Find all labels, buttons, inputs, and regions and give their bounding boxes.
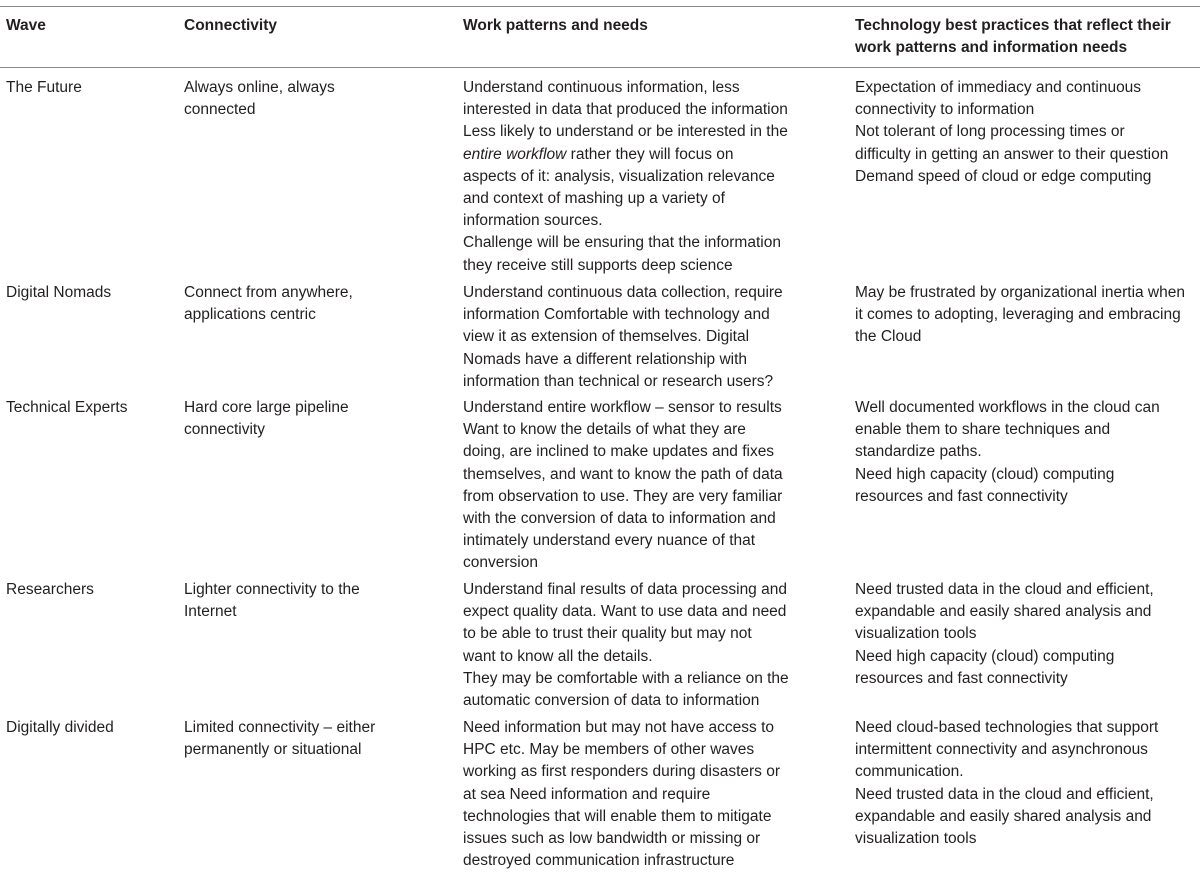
cell-line: Understand entire workflow – sensor to results bbox=[463, 399, 782, 416]
cell-wave: Digital Nomads bbox=[6, 284, 112, 301]
cell-wave: Researchers bbox=[6, 581, 94, 598]
cell-line: connected bbox=[184, 101, 256, 119]
cell-line: communication. bbox=[855, 763, 964, 781]
cell-line: intermittent connectivity and asynchronous bbox=[855, 741, 1148, 759]
cell-line: themselves, and want to know the path of data bbox=[463, 465, 783, 483]
cell-line: Need trusted data in the cloud and efficient, bbox=[855, 581, 1154, 598]
cell-line: Understand final results of data processing and bbox=[463, 581, 787, 598]
table-header-row bbox=[0, 15, 1200, 63]
cell-line: the Cloud bbox=[855, 328, 922, 346]
cell-line: at sea Need information and require bbox=[463, 785, 711, 803]
cell-line: Challenge will be ensuring that the information bbox=[463, 234, 781, 252]
cell-line: connectivity bbox=[184, 421, 265, 439]
cell-line: expect quality data. Want to use data and need bbox=[463, 603, 787, 621]
cell-line: Well documented workflows in the cloud can bbox=[855, 399, 1160, 416]
cell-line: information than technical or research users? bbox=[463, 372, 774, 390]
cell-work bbox=[463, 77, 843, 277]
cell-line: Limited connectivity – either bbox=[184, 719, 376, 736]
header-work-patterns: Work patterns and needs bbox=[463, 17, 648, 34]
cell-line: automatic conversion of data to information bbox=[463, 692, 760, 710]
cell-line: May be frustrated by organizational inertia when bbox=[855, 284, 1185, 301]
cell-line: resources and fast connectivity bbox=[855, 487, 1068, 505]
cell-line: connectivity to information bbox=[855, 101, 1035, 119]
cell-line: Need high capacity (cloud) computing bbox=[855, 465, 1115, 483]
table-top-rule bbox=[0, 6, 1200, 7]
cell-technology bbox=[855, 397, 1200, 508]
cell-line: doing, are inclined to make updates and fixes bbox=[463, 443, 775, 461]
cell-line: Not tolerant of long processing times or bbox=[855, 123, 1125, 141]
cell-text: rather they will focus on bbox=[566, 145, 734, 163]
cell-line: Connect from anywhere, bbox=[184, 284, 353, 301]
cell-wave: The Future bbox=[6, 79, 82, 96]
cell-connectivity bbox=[184, 77, 449, 121]
cell-line: visualization tools bbox=[855, 625, 977, 643]
cell-line: it comes to adopting, leveraging and embracing bbox=[855, 306, 1181, 324]
cell-line: expandable and easily shared analysis and bbox=[855, 603, 1152, 621]
cell-line: Expectation of immediacy and continuous bbox=[855, 79, 1142, 96]
cell-line: HPC etc. May be members of other waves bbox=[463, 741, 755, 759]
cell-work bbox=[463, 579, 843, 712]
cell-work bbox=[463, 397, 843, 575]
cell-line: Less likely to understand or be interested in the bbox=[463, 123, 788, 141]
cell-line: Internet bbox=[184, 603, 237, 621]
cell-line: resources and fast connectivity bbox=[855, 669, 1068, 687]
table-header-rule bbox=[0, 67, 1200, 68]
cell-line: from observation to use. They are very familiar bbox=[463, 487, 783, 505]
cell-line: conversion bbox=[463, 554, 538, 572]
cell-line: to be able to trust their quality but may not bbox=[463, 625, 752, 643]
cell-work bbox=[463, 282, 843, 393]
cell-line: Lighter connectivity to the bbox=[184, 581, 360, 598]
header-technology bbox=[855, 15, 1200, 59]
cell-technology bbox=[855, 717, 1200, 850]
cell-line: information sources. bbox=[463, 212, 603, 230]
cell-line: Nomads have a different relationship with bbox=[463, 350, 748, 368]
cell-line: Demand speed of cloud or edge computing bbox=[855, 167, 1152, 185]
cell-connectivity bbox=[184, 282, 449, 326]
cell-line: issues such as low bandwidth or missing or bbox=[463, 830, 761, 848]
header-technology-line: Technology best practices that reflect their bbox=[855, 17, 1171, 34]
cell-wave: Technical Experts bbox=[6, 399, 128, 416]
cell-work bbox=[463, 717, 843, 872]
cell-line bbox=[463, 144, 843, 166]
cell-line: and context of mashing up a variety of bbox=[463, 190, 725, 208]
header-connectivity: Connectivity bbox=[184, 17, 278, 34]
cell-line: expandable and easily shared analysis and bbox=[855, 807, 1152, 825]
cell-line: want to know all the details. bbox=[463, 647, 653, 665]
cell-connectivity bbox=[184, 717, 449, 761]
header-technology-line: work patterns and information needs bbox=[855, 39, 1128, 56]
cell-line: Hard core large pipeline bbox=[184, 399, 349, 416]
cell-line: Need information but may not have access to bbox=[463, 719, 775, 736]
cell-line: They may be comfortable with a reliance on the bbox=[463, 669, 789, 687]
cell-technology bbox=[855, 579, 1200, 690]
cell-technology bbox=[855, 282, 1200, 349]
cell-line: Need high capacity (cloud) computing bbox=[855, 647, 1115, 665]
cell-line: with the conversion of data to information and bbox=[463, 510, 776, 528]
cell-line: Want to know the details of what they are bbox=[463, 421, 746, 439]
cell-connectivity bbox=[184, 579, 449, 623]
cell-connectivity bbox=[184, 397, 449, 441]
cell-line: Need cloud-based technologies that support bbox=[855, 719, 1159, 736]
cell-line: interested in data that produced the information bbox=[463, 101, 788, 119]
cell-line: Need trusted data in the cloud and efficient, bbox=[855, 785, 1154, 803]
cell-line: enable them to share techniques and bbox=[855, 421, 1111, 439]
cell-line: technologies that will enable them to mitigate bbox=[463, 807, 772, 825]
cell-wave: Digitally divided bbox=[6, 719, 114, 736]
cell-line: information Comfortable with technology and bbox=[463, 306, 770, 324]
cell-line: destroyed communication infrastructure bbox=[463, 852, 735, 870]
cell-line: applications centric bbox=[184, 306, 316, 324]
cell-line: Understand continuous information, less bbox=[463, 79, 740, 96]
cell-technology bbox=[855, 77, 1200, 188]
cell-line: Always online, always bbox=[184, 79, 335, 96]
cell-line: standardize paths. bbox=[855, 443, 982, 461]
cell-line: working as first responders during disasters or bbox=[463, 763, 781, 781]
cell-line: permanently or situational bbox=[184, 741, 362, 759]
cell-line: they receive still supports deep science bbox=[463, 256, 733, 274]
italic-text: entire workflow bbox=[463, 145, 567, 163]
cell-line: visualization tools bbox=[855, 830, 977, 848]
cell-line: intimately understand every nuance of that bbox=[463, 532, 756, 550]
cell-line: aspects of it: analysis, visualization relevance bbox=[463, 167, 775, 185]
cell-line: difficulty in getting an answer to their question bbox=[855, 145, 1169, 163]
cell-line: Understand continuous data collection, require bbox=[463, 284, 783, 301]
header-wave: Wave bbox=[6, 17, 46, 34]
cell-line: view it as extension of themselves. Digital bbox=[463, 328, 750, 346]
